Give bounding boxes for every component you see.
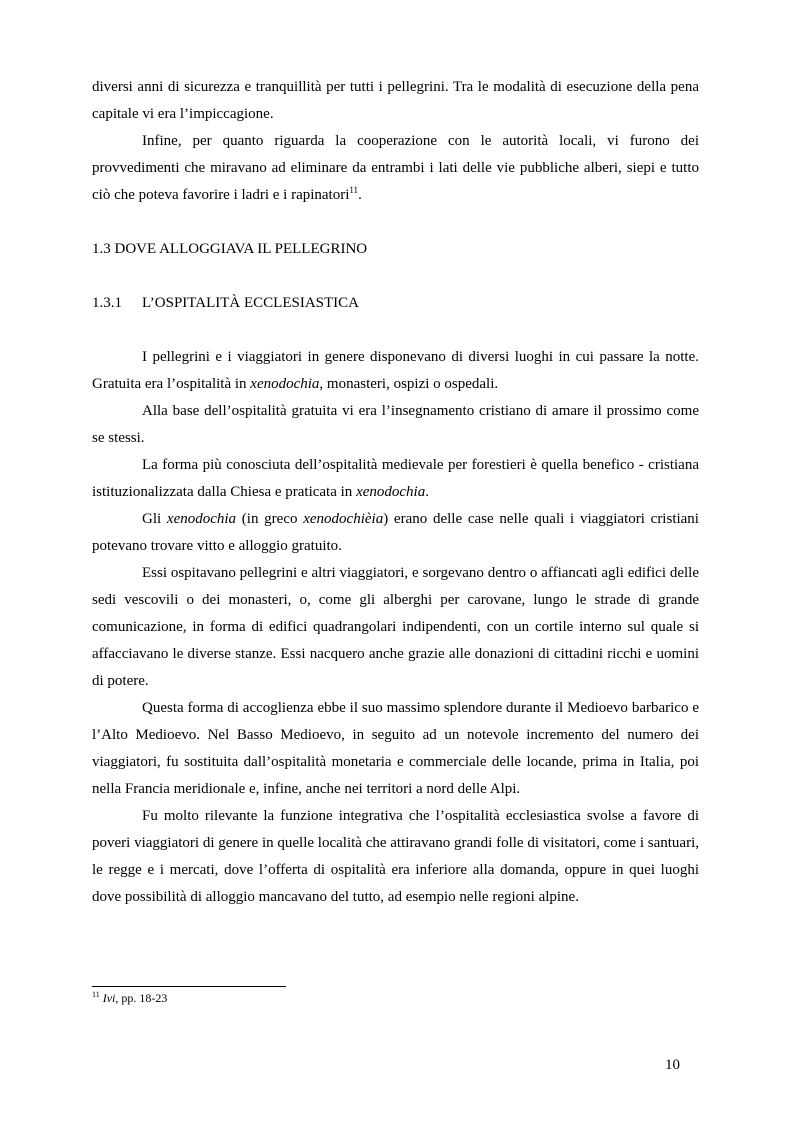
paragraph: Gli xenodochia (in greco xenodochièia) erano delle case nelle quali i viaggiatori cristiani potevano trovare vitto e alloggio gratuito.	[92, 511, 699, 554]
subsection-number: 1.3.1	[92, 295, 122, 311]
subsection-title: L’OSPITALITÀ ECCLESIASTICA	[142, 295, 359, 311]
paragraph: Alla base dell’ospitalità gratuita vi era l’insegnamento cristiano di amare il prossimo come se stessi.	[92, 403, 699, 446]
subsection-heading	[92, 290, 699, 317]
paragraph: Fu molto rilevante la funzione integrativa che l’ospitalità ecclesiastica svolse a favore di poveri viaggiatori di genere in quelle località che attiravano grandi folle di visitatori, come i santuari, le regge e i mercati, dove l’offerta di ospitalità era inferiore alla domanda, oppure in quei luoghi dove possibilità di alloggio mancavano del tutto, ad esempio nelle regioni alpine.	[92, 808, 699, 905]
paragraph: Questa forma di accoglienza ebbe il suo massimo splendore durante il Medioevo barbarico e l’Alto Medioevo. Nel Basso Medioevo, in seguito ad un notevole incremento del numero dei viaggiatori, fu sostituita dall’ospitalità monetaria e commerciale delle locande, prima in Italia, poi nella Francia meridionale e, infine, anche nei territori a nord delle Alpi.	[92, 700, 699, 797]
page-body	[92, 74, 699, 911]
footnote-mark: 11	[92, 990, 100, 999]
paragraph-continued: diversi anni di sicurezza e tranquillità per tutti i pellegrini. Tra le modalità di esecuzione della pena capitale vi era l’impiccagione.	[92, 79, 699, 122]
paragraph-cooperation: Infine, per quanto riguarda la cooperazione con le autorità locali, vi furono dei provvedimenti che miravano ad eliminare da entrambi i lati delle vie pubbliche alberi, siepi e tutto ciò che poteva favorire i ladri e i rapinatori$^{11}$.	[92, 133, 699, 203]
footnote-separator	[92, 986, 286, 987]
paragraph: Essi ospitavano pellegrini e altri viaggiatori, e sorgevano dentro o affiancati agli edifici delle sedi vescovili o dei monasteri, o, come gli alberghi per carovane, lungo le strade di grande comunicazione, in forma di edifici quadrangolari indipendenti, con un cortile interno sul quale si affacciavano le diverse stanze. Essi nacquero anche grazie alle donazioni di cittadini ricchi e uomini di potere.	[92, 565, 699, 689]
paragraph: La forma più conosciuta dell’ospitalità medievale per forestieri è quella benefico - cristiana istituzionalizzata dalla Chiesa e praticata in xenodochia.	[92, 457, 699, 500]
footnote-reference: 11	[349, 185, 359, 195]
paragraph: I pellegrini e i viaggiatori in genere disponevano di diversi luoghi in cui passare la notte. Gratuita era l’ospitalità in xenodochia, monasteri, ospizi o ospedali.	[92, 349, 699, 392]
section-heading: 1.3 DOVE ALLOGGIAVA IL PELLEGRINO	[92, 241, 368, 257]
footnote: $^{11}$ Ivi, pp. 18-23	[92, 990, 168, 1005]
section-text	[92, 344, 699, 911]
page-number: 10	[665, 1057, 680, 1073]
